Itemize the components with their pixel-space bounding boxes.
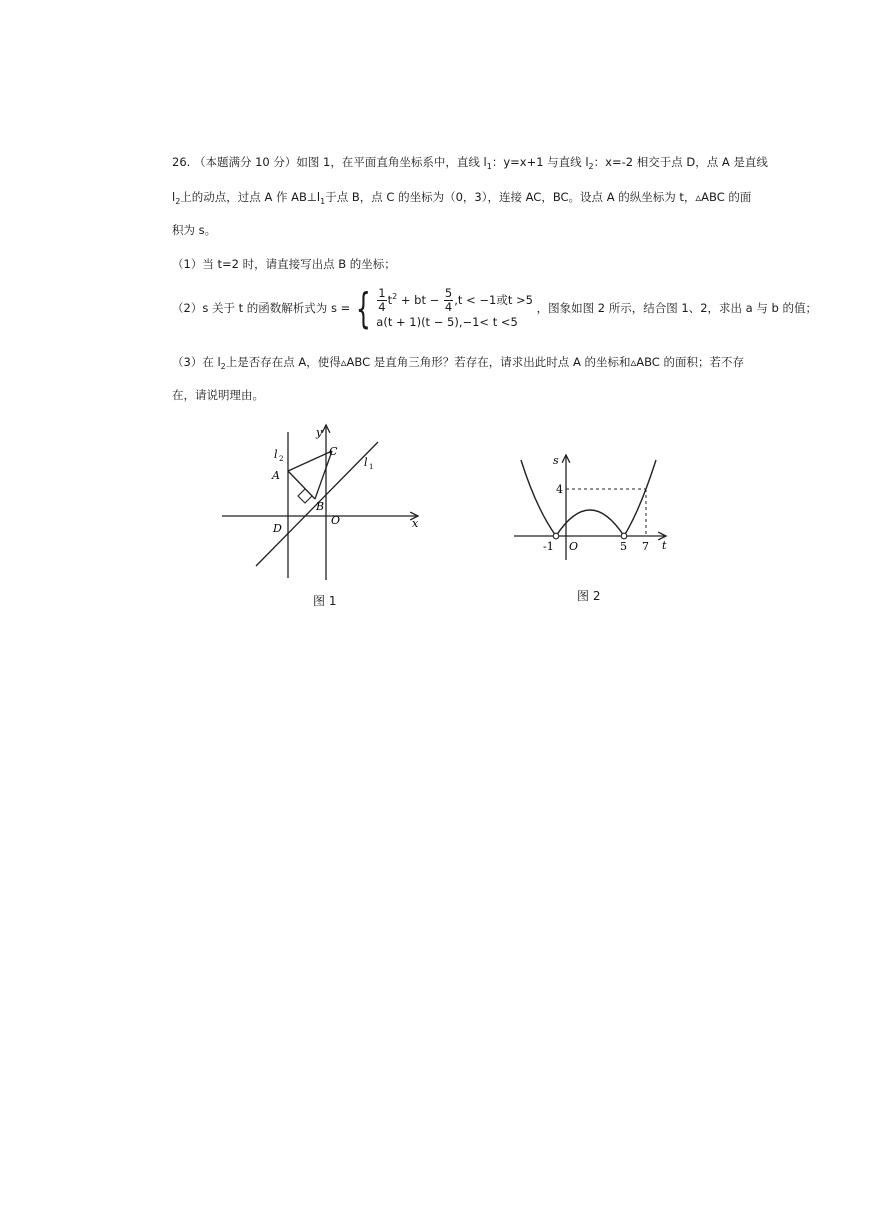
question-3-cont: 在，请说明理由。 (172, 388, 264, 402)
fig1-label-y: y (316, 426, 323, 439)
fig1-label-b: B (316, 500, 325, 513)
fig2-label-s: s (553, 454, 559, 467)
fig2-label-t: t (662, 539, 667, 552)
fig2-label-four: 4 (556, 483, 563, 496)
fig2-open-point-five (621, 533, 627, 539)
question-1: （1）当 t=2 时，请直接写出点 B 的坐标； (172, 257, 396, 271)
problem-line-3: 积为 s。 (172, 223, 217, 237)
fig1-label-c: C (329, 445, 338, 458)
figure-2-caption: 图 2 (577, 589, 601, 603)
fig2-label-seven: 7 (642, 540, 649, 553)
problem-number: 26. (172, 155, 191, 169)
piecewise-case-1: $\frac{1}{4}$ $t^2$ + bt − $\frac{5}{4}$ ,t < −1或t >5 (378, 286, 533, 314)
fig2-curve-left (521, 460, 556, 536)
fig1-label-o: O (331, 514, 341, 527)
fig2-label-five: 5 (620, 540, 627, 553)
fig2-label-o: O (569, 540, 579, 553)
fig2-open-point-minus-one (553, 533, 559, 539)
problem-points: （本题满分 10 分） (193, 155, 297, 169)
fig1-label-d: D (273, 522, 282, 535)
figure-1-caption: 图 1 (313, 594, 337, 608)
problem-line-1: 26. （本题满分 10 分）如图 1，在平面直角坐标系中，直线 $l_1$：y=x+1 与直线 $l_2$：x=-2 相交于点 D，点 A 是直线 (172, 155, 768, 171)
fig2-curve-right (624, 460, 656, 536)
piecewise-brace: { (355, 283, 371, 333)
question-3: （3）在 $l_2$上是否存在点 A，使得▵ABC 是直角三角形？若存在，请求出此时点 A 的坐标和▵ABC 的面积；若不存 (172, 355, 744, 371)
svg-text:2: 2 (279, 455, 284, 463)
fig2-label-minus-one: -1 (543, 540, 554, 553)
fig1-label-a: A (272, 469, 280, 482)
fig1-label-l2: l (274, 448, 278, 461)
piecewise-case-2: a(t + 1)(t − 5),−1< t <5 (376, 315, 518, 329)
svg-text:1: 1 (369, 463, 374, 471)
question-2: （2）s 关于 t 的函数解析式为 s = { $\frac{1}{4}$ $t^2$ + bt − $\frac{5}{4}$ ,t < −1或t >5 a(t + 1)(t − 5),−1< t <5 ，图象如图 2 所示，结合图 1、2，求出 a 与 b 的值； (172, 283, 817, 333)
problem-line-2: $l_2$上的动点，过点 A 作 $AB\perp l_1$于点 B，点 C 的坐标为（0，3），连接 AC，BC。设点 A 的纵坐标为 t，▵ABC 的面 (172, 190, 752, 206)
fig1-label-x: x (412, 517, 419, 530)
fig1-label-l1: l (364, 456, 368, 469)
